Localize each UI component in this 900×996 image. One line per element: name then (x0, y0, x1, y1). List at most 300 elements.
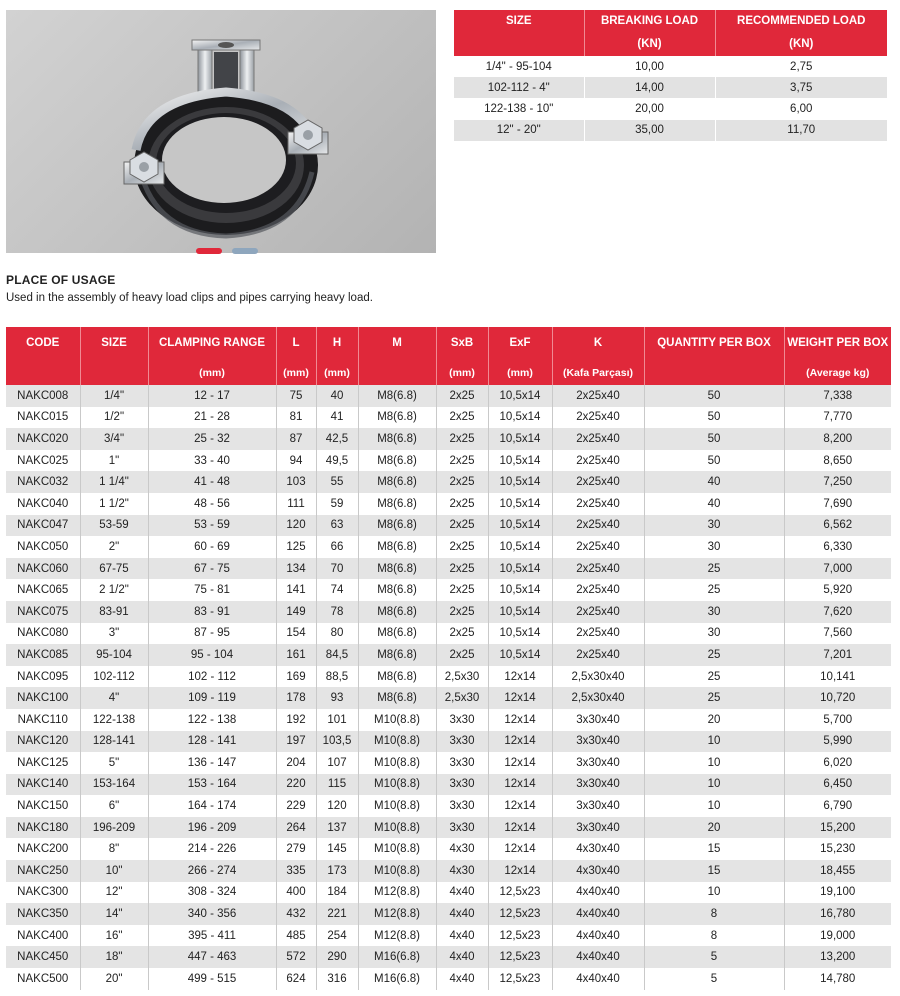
column-header: L (276, 327, 316, 361)
table-cell: 15 (644, 838, 784, 860)
table-cell: 1 1/4" (80, 471, 148, 493)
load-subheader-recommended: (KN) (715, 33, 887, 56)
table-cell: 40 (644, 493, 784, 515)
table-cell: NAKC025 (6, 450, 80, 472)
table-cell: 30 (644, 623, 784, 645)
table-cell: 1/2" (80, 407, 148, 429)
table-cell: 2x25 (436, 623, 488, 645)
table-cell: 10,5x14 (488, 428, 552, 450)
load-cell: 11,70 (715, 120, 887, 141)
table-cell: 7,690 (784, 493, 891, 515)
table-cell: NAKC140 (6, 774, 80, 796)
table-cell: 134 (276, 558, 316, 580)
table-cell: 5" (80, 752, 148, 774)
table-cell: 49,5 (316, 450, 358, 472)
table-cell: 136 - 147 (148, 752, 276, 774)
table-cell: 161 (276, 644, 316, 666)
table-cell: NAKC065 (6, 579, 80, 601)
table-cell: 10,5x14 (488, 450, 552, 472)
table-cell: 2x25 (436, 407, 488, 429)
table-cell: 128 - 141 (148, 731, 276, 753)
table-cell: 266 - 274 (148, 860, 276, 882)
table-cell: 1 1/2" (80, 493, 148, 515)
table-row (6, 515, 891, 537)
column-header: CLAMPING RANGE (148, 327, 276, 361)
table-cell: 12 - 17 (148, 385, 276, 407)
table-row (6, 925, 891, 947)
load-row (454, 56, 887, 77)
column-header: H (316, 327, 358, 361)
table-cell: 3/4" (80, 428, 148, 450)
table-cell: 2x25x40 (552, 623, 644, 645)
table-cell: 50 (644, 428, 784, 450)
table-cell: 10,5x14 (488, 601, 552, 623)
table-cell: 308 - 324 (148, 882, 276, 904)
table-cell: 122 - 138 (148, 709, 276, 731)
table-row (6, 428, 891, 450)
table-cell: 6" (80, 795, 148, 817)
table-cell: 2" (80, 536, 148, 558)
table-cell: 74 (316, 579, 358, 601)
table-cell: 103,5 (316, 731, 358, 753)
table-cell: M10(8.8) (358, 774, 436, 796)
table-cell: M10(8.8) (358, 731, 436, 753)
column-unit: (mm) (276, 361, 316, 385)
table-cell: 12x14 (488, 795, 552, 817)
usage-description: Used in the assembly of heavy load clips and pipes carrying heavy load. (6, 292, 373, 304)
column-unit: (mm) (148, 361, 276, 385)
table-cell: 5,700 (784, 709, 891, 731)
table-cell: 7,201 (784, 644, 891, 666)
table-cell: 340 - 356 (148, 903, 276, 925)
table-cell: 6,790 (784, 795, 891, 817)
table-cell: 499 - 515 (148, 968, 276, 990)
table-cell: 40 (644, 471, 784, 493)
table-cell: M12(8.8) (358, 925, 436, 947)
table-cell: 10,5x14 (488, 623, 552, 645)
table-row (6, 946, 891, 968)
table-cell: 8 (644, 903, 784, 925)
column-unit (644, 361, 784, 385)
table-cell: NAKC125 (6, 752, 80, 774)
table-cell: 103 (276, 471, 316, 493)
table-cell: M12(8.8) (358, 882, 436, 904)
load-cell: 1/4" - 95-104 (454, 56, 584, 77)
table-cell: M10(8.8) (358, 817, 436, 839)
table-cell: 18" (80, 946, 148, 968)
table-cell: 33 - 40 (148, 450, 276, 472)
table-cell: 4x30 (436, 838, 488, 860)
table-cell: 4x40 (436, 882, 488, 904)
table-cell: 2x25x40 (552, 579, 644, 601)
table-cell: 10,5x14 (488, 407, 552, 429)
column-unit: (Average kg) (784, 361, 891, 385)
table-cell: 572 (276, 946, 316, 968)
table-cell: 2x25 (436, 644, 488, 666)
table-cell: 184 (316, 882, 358, 904)
table-cell: 141 (276, 579, 316, 601)
table-cell: 10,5x14 (488, 558, 552, 580)
table-cell: 2x25x40 (552, 493, 644, 515)
table-cell: 12,5x23 (488, 968, 552, 990)
table-cell: 169 (276, 666, 316, 688)
table-cell: 4x30 (436, 860, 488, 882)
table-cell: 67 - 75 (148, 558, 276, 580)
table-cell: 10,5x14 (488, 471, 552, 493)
table-cell: 109 - 119 (148, 687, 276, 709)
table-cell: 1/4" (80, 385, 148, 407)
column-unit: (Kafa Parçası) (552, 361, 644, 385)
table-cell: 25 - 32 (148, 428, 276, 450)
load-table (454, 10, 887, 141)
table-cell: 2x25x40 (552, 471, 644, 493)
product-spec-table (6, 327, 891, 990)
table-cell: 10,5x14 (488, 385, 552, 407)
table-cell: 7,560 (784, 623, 891, 645)
table-cell: 229 (276, 795, 316, 817)
table-cell: 7,770 (784, 407, 891, 429)
table-cell: 4x40x40 (552, 946, 644, 968)
table-cell: M8(6.8) (358, 471, 436, 493)
table-cell: 7,620 (784, 601, 891, 623)
table-cell: NAKC080 (6, 623, 80, 645)
table-cell: 196-209 (80, 817, 148, 839)
table-cell: 4x30x40 (552, 838, 644, 860)
table-cell: 15 (644, 860, 784, 882)
table-cell: 53-59 (80, 515, 148, 537)
table-cell: 78 (316, 601, 358, 623)
load-cell: 102-112 - 4" (454, 77, 584, 98)
table-cell: 400 (276, 882, 316, 904)
table-cell: 8,650 (784, 450, 891, 472)
table-cell: 3" (80, 623, 148, 645)
table-row (6, 709, 891, 731)
table-cell: 93 (316, 687, 358, 709)
table-cell: NAKC020 (6, 428, 80, 450)
table-cell: 2x25x40 (552, 644, 644, 666)
table-cell: 1" (80, 450, 148, 472)
table-cell: 3x30 (436, 709, 488, 731)
table-cell: 41 - 48 (148, 471, 276, 493)
table-cell: 10,5x14 (488, 515, 552, 537)
table-cell: 25 (644, 644, 784, 666)
table-cell: 18,455 (784, 860, 891, 882)
table-row (6, 601, 891, 623)
table-cell: 2x25 (436, 579, 488, 601)
table-cell: 2x25 (436, 385, 488, 407)
table-cell: 10,5x14 (488, 579, 552, 601)
table-cell: 2x25x40 (552, 536, 644, 558)
table-row (6, 817, 891, 839)
table-cell: 25 (644, 579, 784, 601)
load-header-breaking: BREAKING LOAD (584, 10, 715, 33)
table-row (6, 860, 891, 882)
table-cell: 12x14 (488, 666, 552, 688)
table-cell: 5 (644, 968, 784, 990)
table-cell: M8(6.8) (358, 623, 436, 645)
table-cell: 42,5 (316, 428, 358, 450)
table-cell: 12,5x23 (488, 903, 552, 925)
pipe-clamp-illustration (6, 10, 436, 253)
table-cell: 102-112 (80, 666, 148, 688)
table-cell: 63 (316, 515, 358, 537)
table-cell: 102 - 112 (148, 666, 276, 688)
table-cell: 2x25 (436, 558, 488, 580)
table-cell: 7,338 (784, 385, 891, 407)
table-cell: 10 (644, 882, 784, 904)
table-row (6, 731, 891, 753)
table-cell: 6,020 (784, 752, 891, 774)
table-cell: 21 - 28 (148, 407, 276, 429)
table-cell: 3x30x40 (552, 709, 644, 731)
table-cell: 145 (316, 838, 358, 860)
column-unit: (mm) (488, 361, 552, 385)
table-cell: 2x25x40 (552, 601, 644, 623)
table-cell: 12x14 (488, 774, 552, 796)
table-cell: 196 - 209 (148, 817, 276, 839)
table-cell: 2 1/2" (80, 579, 148, 601)
table-cell: NAKC250 (6, 860, 80, 882)
table-cell: 10,141 (784, 666, 891, 688)
table-cell: 221 (316, 903, 358, 925)
table-cell: 8" (80, 838, 148, 860)
table-cell: NAKC300 (6, 882, 80, 904)
table-cell: 173 (316, 860, 358, 882)
table-cell: 3x30x40 (552, 752, 644, 774)
column-unit: (mm) (436, 361, 488, 385)
load-row (454, 98, 887, 119)
table-cell: 15,230 (784, 838, 891, 860)
table-cell: 30 (644, 536, 784, 558)
table-cell: 6,330 (784, 536, 891, 558)
table-cell: 128-141 (80, 731, 148, 753)
table-cell: NAKC120 (6, 731, 80, 753)
table-cell: 2x25 (436, 450, 488, 472)
table-cell: NAKC085 (6, 644, 80, 666)
table-cell: 10" (80, 860, 148, 882)
table-cell: NAKC110 (6, 709, 80, 731)
table-cell: NAKC095 (6, 666, 80, 688)
table-cell: 254 (316, 925, 358, 947)
table-cell: 75 (276, 385, 316, 407)
table-cell: 12" (80, 882, 148, 904)
table-cell: NAKC060 (6, 558, 80, 580)
table-cell: 12,5x23 (488, 925, 552, 947)
load-cell: 2,75 (715, 56, 887, 77)
table-cell: NAKC015 (6, 407, 80, 429)
table-row (6, 450, 891, 472)
table-cell: 10,5x14 (488, 493, 552, 515)
table-cell: 149 (276, 601, 316, 623)
table-cell: M8(6.8) (358, 428, 436, 450)
table-cell: 111 (276, 493, 316, 515)
load-cell: 12" - 20" (454, 120, 584, 141)
table-cell: 5 (644, 946, 784, 968)
table-cell: 20" (80, 968, 148, 990)
load-row (454, 120, 887, 141)
table-cell: NAKC008 (6, 385, 80, 407)
column-header: M (358, 327, 436, 361)
load-cell: 122-138 - 10" (454, 98, 584, 119)
table-cell: 3x30 (436, 817, 488, 839)
column-header: SIZE (80, 327, 148, 361)
table-row (6, 558, 891, 580)
table-cell: 432 (276, 903, 316, 925)
table-cell: 13,200 (784, 946, 891, 968)
table-cell: 178 (276, 687, 316, 709)
table-cell: M8(6.8) (358, 385, 436, 407)
table-cell: 115 (316, 774, 358, 796)
table-cell: 20 (644, 817, 784, 839)
load-cell: 3,75 (715, 77, 887, 98)
table-cell: 2x25 (436, 536, 488, 558)
table-cell: 316 (316, 968, 358, 990)
table-cell: M8(6.8) (358, 666, 436, 688)
table-cell: NAKC032 (6, 471, 80, 493)
column-unit (80, 361, 148, 385)
table-cell: 16,780 (784, 903, 891, 925)
table-cell: 447 - 463 (148, 946, 276, 968)
table-cell: 59 (316, 493, 358, 515)
table-cell: 80 (316, 623, 358, 645)
table-row (6, 882, 891, 904)
table-cell: 2x25x40 (552, 428, 644, 450)
table-row (6, 968, 891, 990)
table-cell: M10(8.8) (358, 709, 436, 731)
table-cell: 2x25 (436, 428, 488, 450)
table-cell: 4x40 (436, 925, 488, 947)
table-cell: NAKC040 (6, 493, 80, 515)
table-cell: 264 (276, 817, 316, 839)
column-header: WEIGHT PER BOX (784, 327, 891, 361)
table-cell: 87 - 95 (148, 623, 276, 645)
table-cell: 19,100 (784, 882, 891, 904)
table-row (6, 536, 891, 558)
table-row (6, 774, 891, 796)
table-cell: 12,5x23 (488, 946, 552, 968)
table-cell: 4x40 (436, 968, 488, 990)
table-cell: 95-104 (80, 644, 148, 666)
table-cell: 67-75 (80, 558, 148, 580)
carousel-dot[interactable] (232, 248, 258, 254)
table-cell: 10,5x14 (488, 536, 552, 558)
table-cell: 125 (276, 536, 316, 558)
table-cell: M12(8.8) (358, 903, 436, 925)
table-cell: 220 (276, 774, 316, 796)
table-cell: 153-164 (80, 774, 148, 796)
table-cell: 3x30x40 (552, 774, 644, 796)
table-cell: NAKC050 (6, 536, 80, 558)
column-header: CODE (6, 327, 80, 361)
table-row (6, 687, 891, 709)
table-row (6, 471, 891, 493)
table-cell: 395 - 411 (148, 925, 276, 947)
table-cell: 3x30 (436, 752, 488, 774)
column-header: K (552, 327, 644, 361)
table-cell: 2x25 (436, 471, 488, 493)
table-cell: 101 (316, 709, 358, 731)
table-cell: 3x30x40 (552, 731, 644, 753)
table-cell: 7,000 (784, 558, 891, 580)
table-cell: 624 (276, 968, 316, 990)
load-cell: 6,00 (715, 98, 887, 119)
table-cell: 3x30x40 (552, 795, 644, 817)
table-cell: 4x40x40 (552, 925, 644, 947)
table-cell: 12x14 (488, 731, 552, 753)
load-header-recommended: RECOMMENDED LOAD (715, 10, 887, 33)
table-cell: 153 - 164 (148, 774, 276, 796)
table-cell: 192 (276, 709, 316, 731)
table-cell: 50 (644, 385, 784, 407)
table-cell: 83 - 91 (148, 601, 276, 623)
load-subheader-breaking: (KN) (584, 33, 715, 56)
table-cell: NAKC150 (6, 795, 80, 817)
table-row (6, 407, 891, 429)
table-cell: M8(6.8) (358, 644, 436, 666)
table-row (6, 903, 891, 925)
table-cell: NAKC180 (6, 817, 80, 839)
table-cell: 30 (644, 601, 784, 623)
load-subheader-size (454, 33, 584, 56)
table-cell: 20 (644, 709, 784, 731)
carousel-dot-active[interactable] (196, 248, 222, 254)
table-cell: 204 (276, 752, 316, 774)
table-cell: 4" (80, 687, 148, 709)
table-cell: 5,920 (784, 579, 891, 601)
table-cell: 70 (316, 558, 358, 580)
load-cell: 14,00 (584, 77, 715, 98)
column-header: ExF (488, 327, 552, 361)
table-cell: 12x14 (488, 687, 552, 709)
table-cell: 2x25x40 (552, 450, 644, 472)
column-header: QUANTITY PER BOX (644, 327, 784, 361)
table-cell: 12x14 (488, 709, 552, 731)
table-cell: 12x14 (488, 838, 552, 860)
table-cell: 2x25 (436, 515, 488, 537)
table-cell: 16" (80, 925, 148, 947)
table-cell: 2,5x30x40 (552, 666, 644, 688)
table-cell: 335 (276, 860, 316, 882)
table-cell: NAKC200 (6, 838, 80, 860)
table-cell: 2,5x30 (436, 687, 488, 709)
table-cell: 154 (276, 623, 316, 645)
table-cell: 4x40 (436, 946, 488, 968)
table-cell: 4x30x40 (552, 860, 644, 882)
table-cell: 10 (644, 795, 784, 817)
table-cell: 4x40x40 (552, 882, 644, 904)
product-image (6, 10, 436, 253)
table-cell: M10(8.8) (358, 838, 436, 860)
table-cell: 25 (644, 687, 784, 709)
table-cell: 290 (316, 946, 358, 968)
table-cell: NAKC350 (6, 903, 80, 925)
table-cell: 107 (316, 752, 358, 774)
table-cell: 197 (276, 731, 316, 753)
column-unit: (mm) (316, 361, 358, 385)
load-row (454, 77, 887, 98)
table-cell: 2x25 (436, 493, 488, 515)
table-cell: 3x30x40 (552, 817, 644, 839)
table-cell: 6,450 (784, 774, 891, 796)
table-cell: NAKC450 (6, 946, 80, 968)
table-cell: 2,5x30x40 (552, 687, 644, 709)
table-cell: 48 - 56 (148, 493, 276, 515)
load-cell: 10,00 (584, 56, 715, 77)
table-cell: M8(6.8) (358, 579, 436, 601)
table-cell: NAKC400 (6, 925, 80, 947)
table-cell: 2x25x40 (552, 385, 644, 407)
table-cell: 94 (276, 450, 316, 472)
